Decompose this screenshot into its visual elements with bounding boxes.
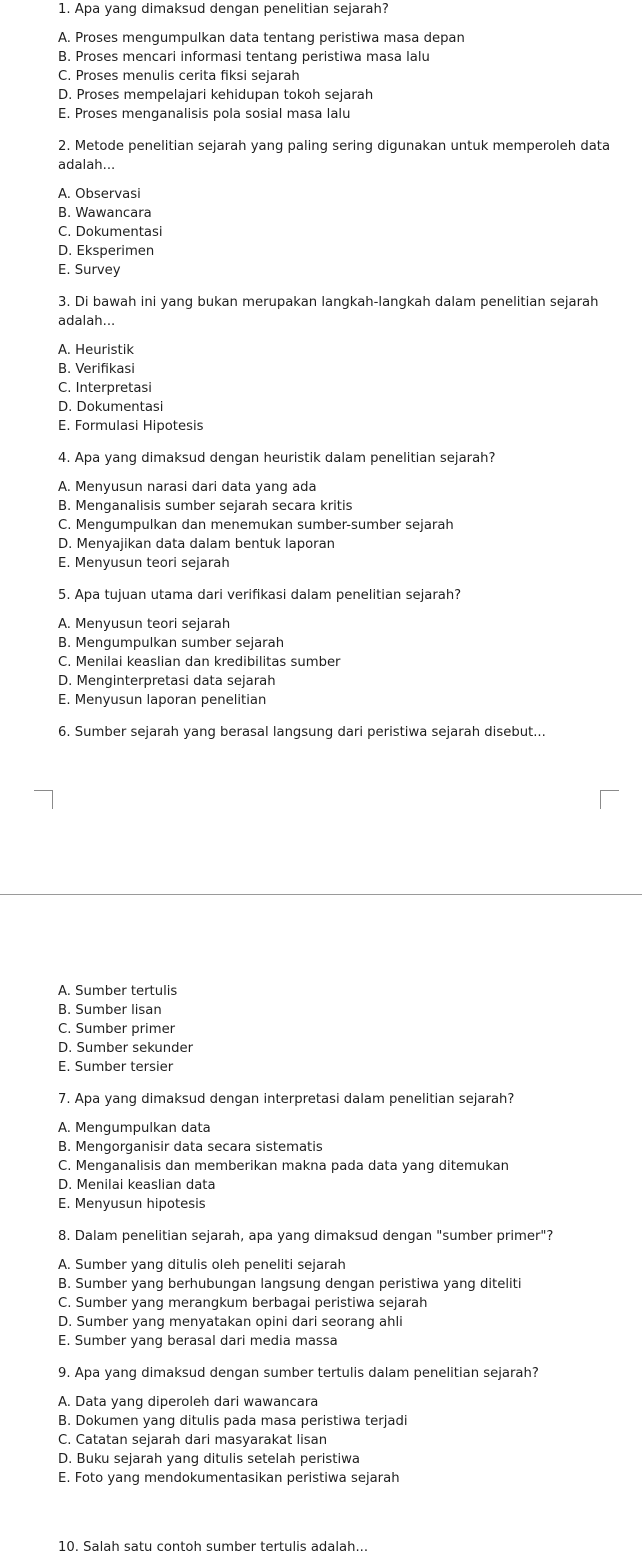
question-4-option-e: E. Menyusun teori sejarah bbox=[58, 556, 230, 571]
question-2-option-b: B. Wawancara bbox=[58, 206, 152, 221]
question-4-option-c: C. Mengumpulkan dan menemukan sumber-sumber sejarah bbox=[58, 518, 454, 533]
page-2-content bbox=[58, 982, 618, 1501]
question-8-option-d: D. Sumber yang menyatakan opini dari seorang ahli bbox=[58, 1315, 403, 1330]
question-1-option-d: D. Proses mempelajari kehidupan tokoh sejarah bbox=[58, 88, 374, 103]
question-6-options bbox=[58, 982, 618, 1077]
question-8-option-a: A. Sumber yang ditulis oleh peneliti sejarah bbox=[58, 1258, 346, 1273]
question-7-text: 7. Apa yang dimaksud dengan interpretasi dalam penelitian sejarah? bbox=[58, 1092, 515, 1107]
question-9-option-c: C. Catatan sejarah dari masyarakat lisan bbox=[58, 1433, 328, 1448]
question-7-option-c: C. Menganalisis dan memberikan makna pada data yang ditemukan bbox=[58, 1159, 510, 1174]
question-5-text: 5. Apa tujuan utama dari verifikasi dalam penelitian sejarah? bbox=[58, 588, 462, 603]
question-2-option-d: D. Eksperimen bbox=[58, 244, 155, 259]
question-8-text: 8. Dalam penelitian sejarah, apa yang dimaksud dengan "sumber primer"? bbox=[58, 1229, 554, 1244]
question-2-text: 2. Metode penelitian sejarah yang paling sering digunakan untuk memperoleh data adalah... bbox=[58, 139, 611, 173]
question-8-option-b: B. Sumber yang berhubungan langsung dengan peristiwa yang diteliti bbox=[58, 1277, 522, 1292]
question-7 bbox=[58, 1090, 618, 1214]
question-7-option-e: E. Menyusun hipotesis bbox=[58, 1197, 206, 1212]
question-5-option-d: D. Menginterpretasi data sejarah bbox=[58, 674, 276, 689]
question-10-cutoff-text: 10. Salah satu contoh sumber tertulis adalah... bbox=[58, 1540, 369, 1555]
page-divider bbox=[0, 894, 642, 895]
question-2 bbox=[58, 137, 618, 280]
question-3 bbox=[58, 293, 618, 436]
question-8 bbox=[58, 1227, 618, 1351]
question-9-option-e: E. Foto yang mendokumentasikan peristiwa sejarah bbox=[58, 1471, 400, 1486]
question-3-text: 3. Di bawah ini yang bukan merupakan langkah-langkah dalam penelitian sejarah adalah... bbox=[58, 295, 599, 329]
question-2-option-e: E. Survey bbox=[58, 263, 121, 278]
question-6-stem bbox=[58, 723, 618, 742]
crop-mark-icon bbox=[600, 790, 619, 809]
question-4-option-b: B. Menganalisis sumber sejarah secara kritis bbox=[58, 499, 353, 514]
question-6-option-e: E. Sumber tersier bbox=[58, 1060, 174, 1075]
question-9-option-a: A. Data yang diperoleh dari wawancara bbox=[58, 1395, 319, 1410]
question-4-option-a: A. Menyusun narasi dari data yang ada bbox=[58, 480, 317, 495]
question-7-option-d: D. Menilai keaslian data bbox=[58, 1178, 216, 1193]
question-9-text: 9. Apa yang dimaksud dengan sumber tertulis dalam penelitian sejarah? bbox=[58, 1366, 539, 1381]
page-1-content bbox=[58, 0, 618, 755]
question-7-option-a: A. Mengumpulkan data bbox=[58, 1121, 211, 1136]
question-9-option-b: B. Dokumen yang ditulis pada masa peristiwa terjadi bbox=[58, 1414, 408, 1429]
question-6-text: 6. Sumber sejarah yang berasal langsung dari peristiwa sejarah disebut... bbox=[58, 725, 546, 740]
question-8-option-e: E. Sumber yang berasal dari media massa bbox=[58, 1334, 338, 1349]
question-2-option-c: C. Dokumentasi bbox=[58, 225, 163, 240]
question-9-option-d: D. Buku sejarah yang ditulis setelah peristiwa bbox=[58, 1452, 360, 1467]
question-2-option-a: A. Observasi bbox=[58, 187, 141, 202]
question-3-option-e: E. Formulasi Hipotesis bbox=[58, 419, 204, 434]
crop-mark-icon bbox=[34, 790, 53, 809]
question-1-text: 1. Apa yang dimaksud dengan penelitian sejarah? bbox=[58, 2, 389, 17]
question-8-option-c: C. Sumber yang merangkum berbagai peristiwa sejarah bbox=[58, 1296, 428, 1311]
question-6-option-a: A. Sumber tertulis bbox=[58, 984, 178, 999]
question-7-option-b: B. Mengorganisir data secara sistematis bbox=[58, 1140, 323, 1155]
question-5-option-b: B. Mengumpulkan sumber sejarah bbox=[58, 636, 285, 651]
question-6-option-c: C. Sumber primer bbox=[58, 1022, 176, 1037]
question-1-option-b: B. Proses mencari informasi tentang peristiwa masa lalu bbox=[58, 50, 430, 65]
question-1-option-c: C. Proses menulis cerita fiksi sejarah bbox=[58, 69, 300, 84]
question-1-option-e: E. Proses menganalisis pola sosial masa lalu bbox=[58, 107, 351, 122]
question-1-option-a: A. Proses mengumpulkan data tentang peristiwa masa depan bbox=[58, 31, 465, 46]
question-4-option-d: D. Menyajikan data dalam bentuk laporan bbox=[58, 537, 336, 552]
question-4-text: 4. Apa yang dimaksud dengan heuristik dalam penelitian sejarah? bbox=[58, 451, 496, 466]
question-9 bbox=[58, 1364, 618, 1488]
page-gap bbox=[0, 868, 642, 896]
question-5-option-e: E. Menyusun laporan penelitian bbox=[58, 693, 267, 708]
question-5-option-a: A. Menyusun teori sejarah bbox=[58, 617, 231, 632]
question-3-option-c: C. Interpretasi bbox=[58, 381, 152, 396]
question-3-option-a: A. Heuristik bbox=[58, 343, 134, 358]
question-1 bbox=[58, 0, 618, 124]
question-5 bbox=[58, 586, 618, 710]
question-3-option-d: D. Dokumentasi bbox=[58, 400, 164, 415]
question-4 bbox=[58, 449, 618, 573]
question-6-option-d: D. Sumber sekunder bbox=[58, 1041, 194, 1056]
question-5-option-c: C. Menilai keaslian dan kredibilitas sumber bbox=[58, 655, 341, 670]
question-3-option-b: B. Verifikasi bbox=[58, 362, 135, 377]
question-6-option-b: B. Sumber lisan bbox=[58, 1003, 162, 1018]
